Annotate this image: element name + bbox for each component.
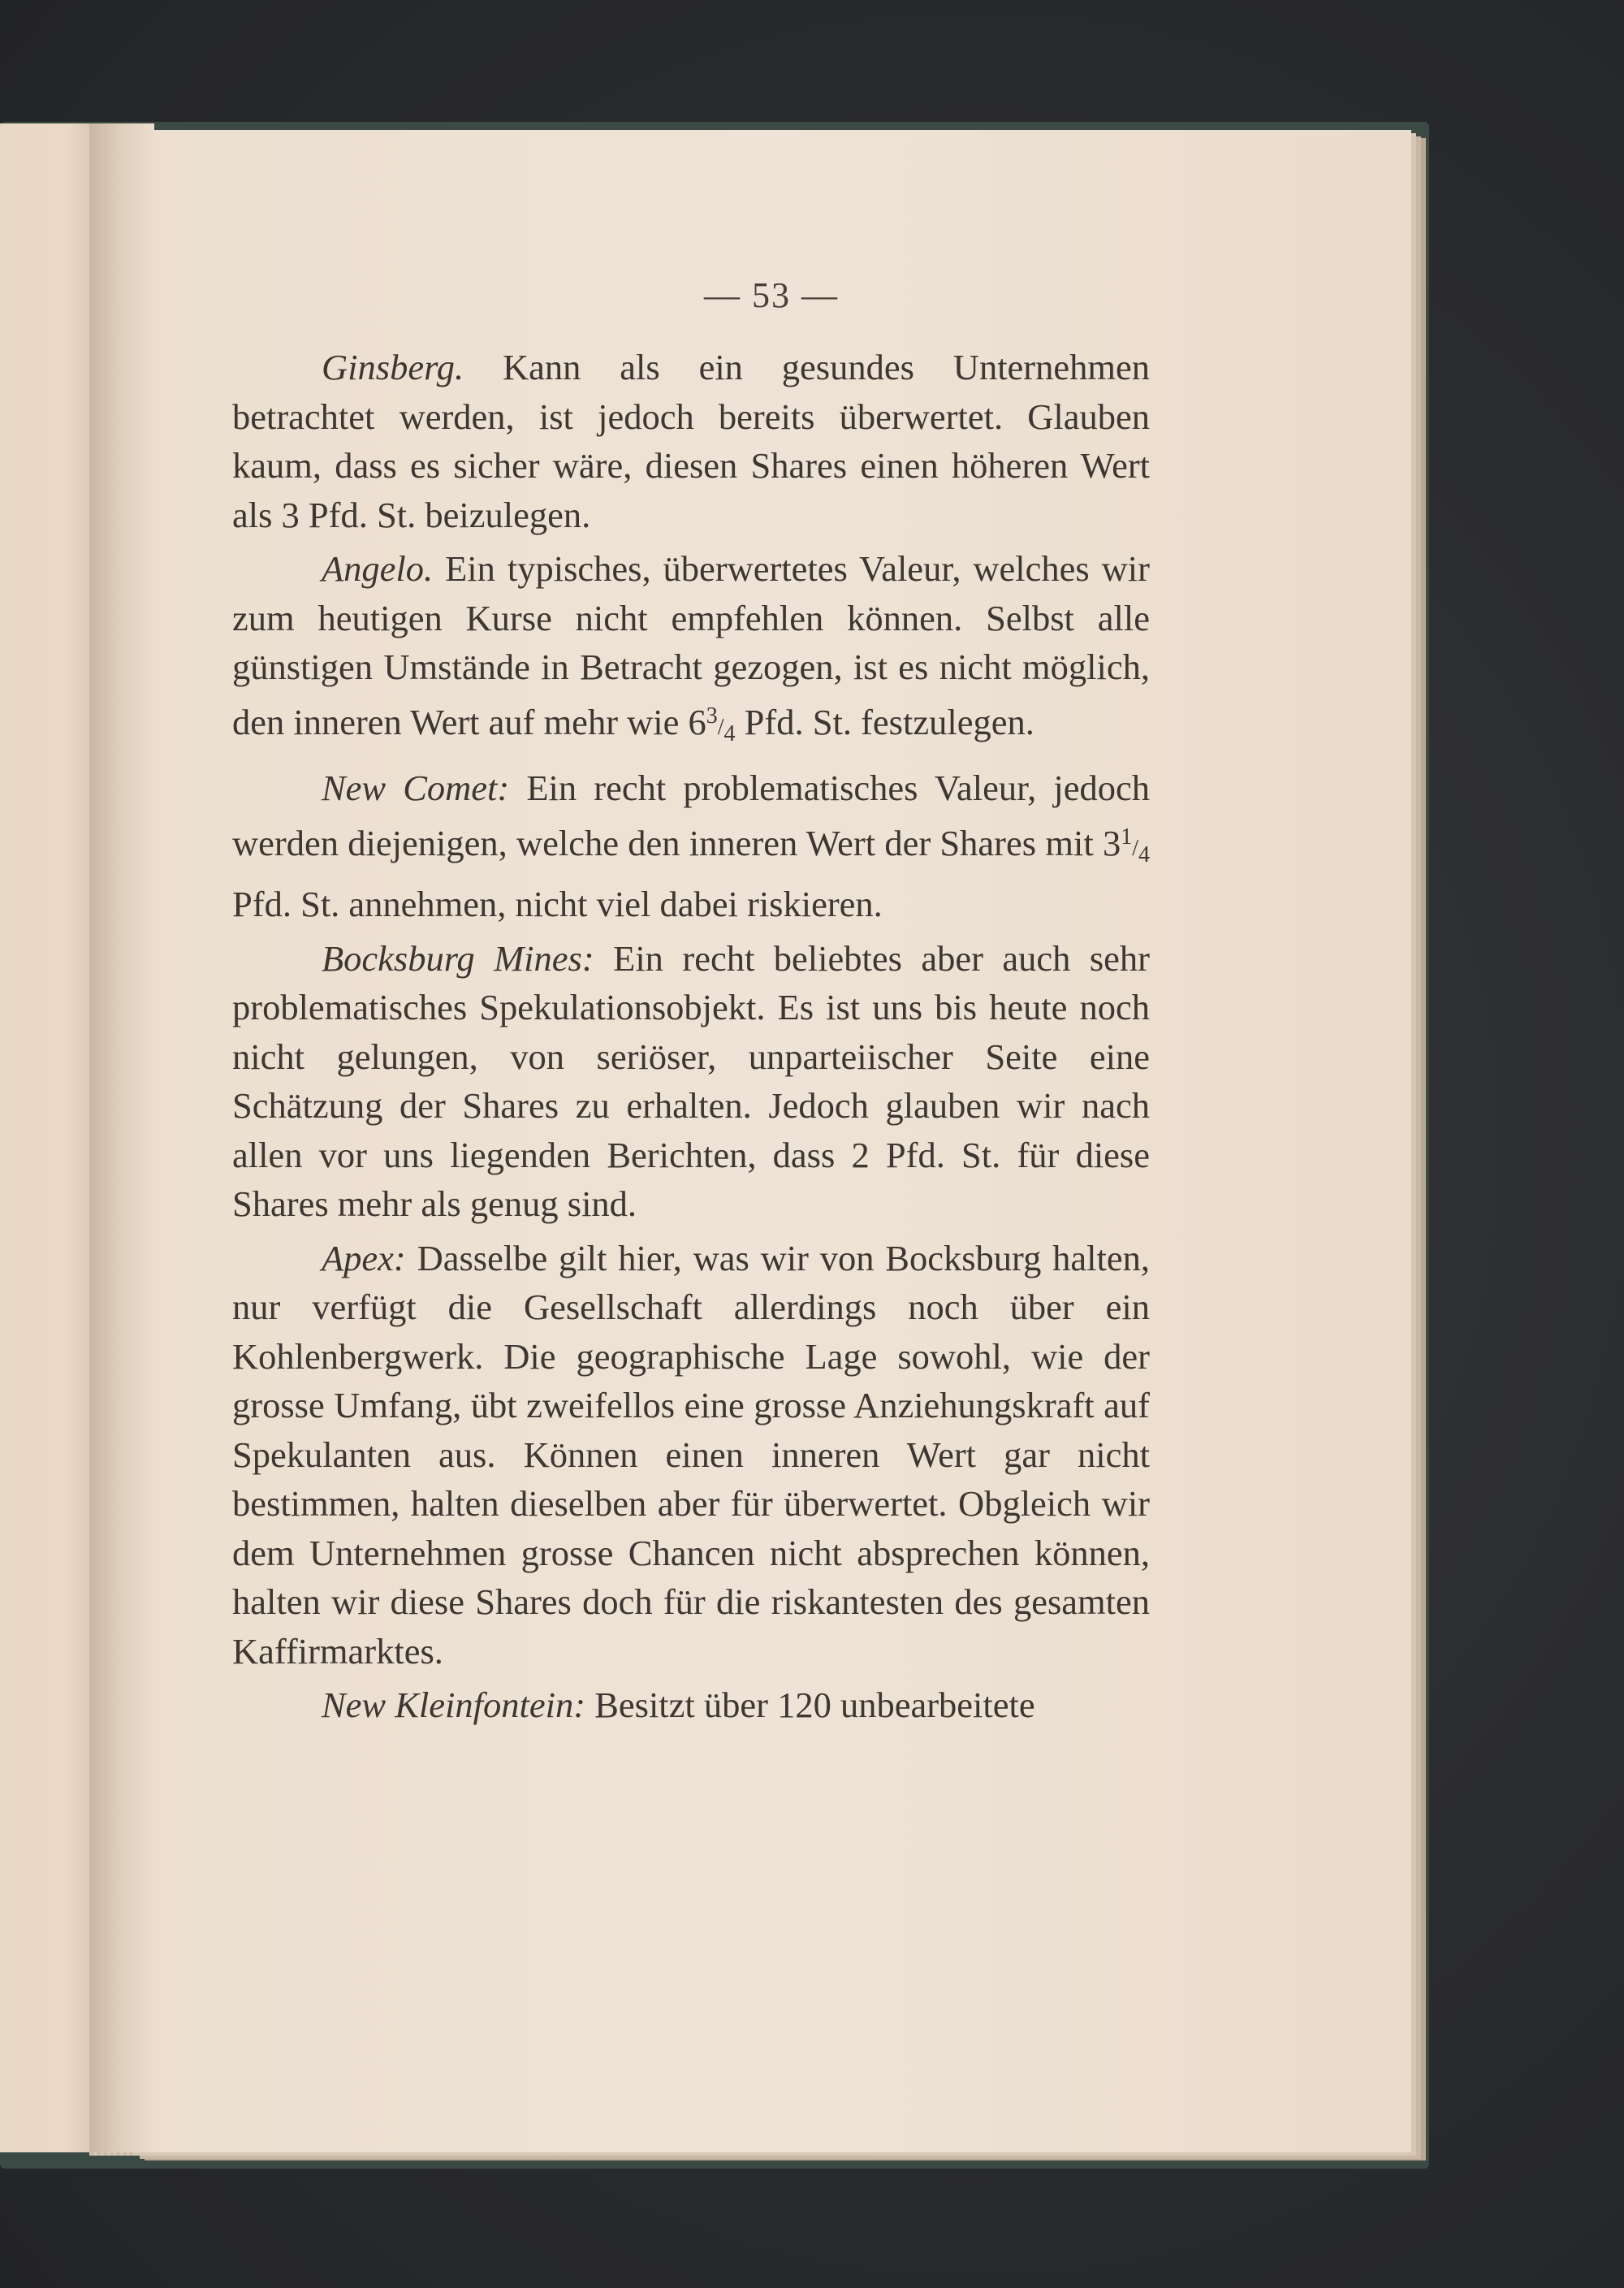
fraction-denominator: 4 <box>723 720 736 746</box>
paragraph-ginsberg <box>232 343 1150 539</box>
fraction-numerator: 1 <box>1121 824 1133 850</box>
page-text <box>232 343 1150 1730</box>
book-gutter <box>89 123 154 2152</box>
entry-body: Dasselbe gilt hier, was wir von Bocksburg halten, nur verfügt die Gesellschaft allerdings noch über ein Kohlenbergwerk. Die geographische Lage sowohl, wie der grosse Umfang, übt zweifellos eine grosse Anziehungskraft auf Spekulanten aus. Können einen inneren Wert gar nicht bestimmen, halten dieselben aber für überwertet. Obgleich wir dem Unternehmen grosse Chancen nicht absprechen können, halten wir diese Shares doch für die riskantesten des gesamten Kaffirmarktes. <box>232 1237 1150 1672</box>
fraction: $^3/_4$ <box>706 703 736 746</box>
entry-body: Kann als ein gesundes Unternehmen betrachtet werden, ist jedoch bereits überwertet. Glauben kaum, dass es sicher wäre, diesen Shares einen höheren Wert als 3 Pfd. St. beizulegen. <box>232 347 1150 535</box>
paragraph-bocksburg-mines <box>232 934 1150 1229</box>
paragraph-apex <box>232 1234 1150 1676</box>
entry-heading: Bocksburg Mines: <box>322 937 594 979</box>
fraction: $^1/_4$ <box>1121 824 1150 867</box>
page-number: — 53 — <box>704 275 839 315</box>
entry-heading: New Comet: <box>322 768 510 808</box>
left-page-edge <box>0 123 96 2152</box>
entry-heading: New Kleinfontein: <box>322 1685 586 1725</box>
entry-body: Ein recht problematisches Valeur, jedoch werden diejenigen, welche den inneren Wert der Shares mit 3 <box>232 768 1150 863</box>
fraction-numerator: 3 <box>706 703 718 729</box>
entry-heading: Ginsberg. <box>322 347 464 387</box>
paragraph-angelo <box>232 544 1150 759</box>
entry-body: Besitzt über 120 unbearbeitete <box>594 1685 1035 1725</box>
entry-body-continued: Pfd. St. festzulegen. <box>735 701 1034 742</box>
paragraph-new-comet <box>232 763 1150 929</box>
entry-body: Ein recht beliebtes aber auch sehr problematisches Spekulationsobjekt. Es ist uns bis heute noch nicht gelungen, von seriöser, unparteiischer Seite eine Schätzung der Shares zu erhalten. Jedoch glauben wir nach allen vor uns liegenden Berichten, dass 2 Pfd. St. für diese Shares mehr als genug sind. <box>232 937 1150 1224</box>
fraction-denominator: 4 <box>1138 841 1150 867</box>
entry-heading: Angelo. <box>322 548 434 589</box>
entry-body-continued: Pfd. St. annehmen, nicht viel dabei riskieren. <box>232 884 883 924</box>
paragraph-new-kleinfontein <box>232 1680 1150 1730</box>
entry-heading: Apex: <box>322 1237 406 1278</box>
entry-body: Ein typisches, überwertetes Valeur, welches wir zum heutigen Kurse nicht empfehlen können. Selbst alle günstigen Umstände in Betracht gezogen, ist es nicht möglich, den inneren Wert auf mehr wie 6 <box>232 548 1150 742</box>
